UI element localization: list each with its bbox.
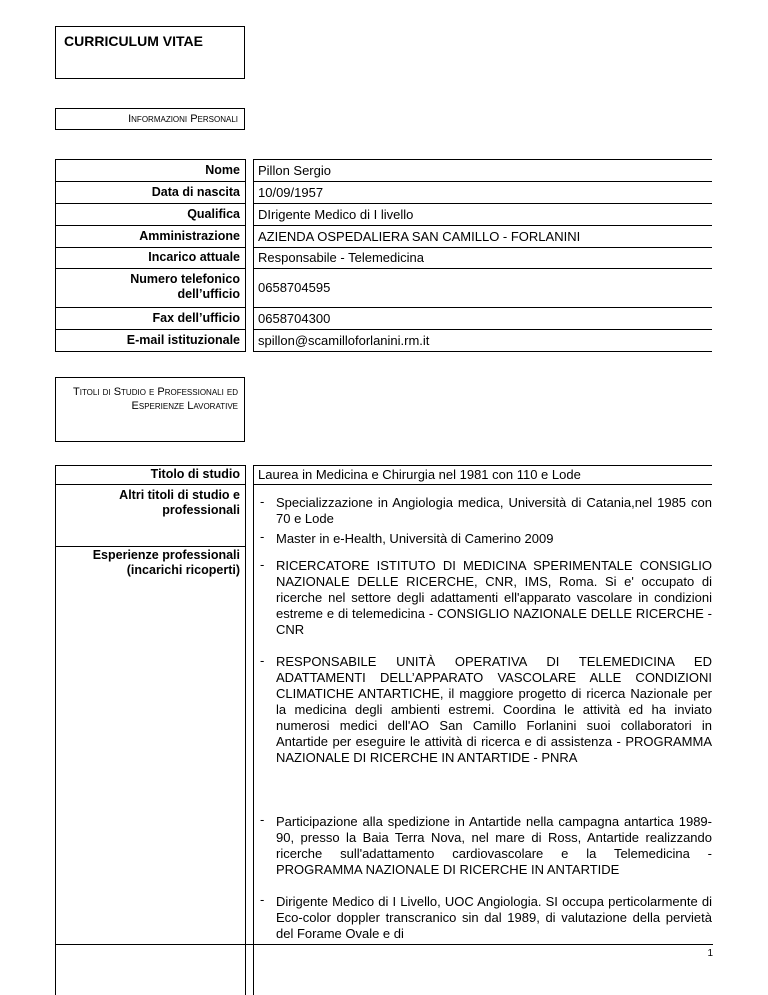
label-email: E-mail istituzionale	[126, 333, 240, 347]
table-border	[55, 159, 245, 160]
esperienza-item-2: RESPONSABILE UNITÀ OPERATIVA DI TELEMEDICINA ED ADATTAMENTI DELL’APPARATO VASCOLARE ALLE CONDIZIONI CLIMATICHE ANTARTICHE, il maggiore progetto di ricerca Nazionale per la medicina degli ambienti estremi. Coordina le attività ed ha inviato numerosi medici dell'AO San Camillo Forlanini suoi collaboratori in Antartide per eseguire le attività di ricerca e di assistenza - PROGRAMMA NAZIONALE DI RICERCHE IN ANTARTIDE - PNRA	[276, 654, 712, 765]
esperienza-item-4: Dirigente Medico di I Livello, UOC Angiologia. SI occupa perticolarmente di Eco-color doppler transcranico sin dal 1989, di valutazione della pervietà del Forame Ovale e di	[276, 894, 712, 941]
section-heading-titoli	[55, 377, 245, 442]
value-qualifica: DIrigente Medico di I livello	[258, 207, 414, 222]
table-border	[253, 465, 712, 466]
table-border	[55, 181, 245, 182]
table-border	[55, 203, 245, 204]
table-border	[55, 351, 245, 352]
value-incarico: Responsabile - Telemedicina	[258, 250, 424, 265]
table-border	[253, 465, 254, 995]
table-border	[55, 465, 245, 466]
table-border	[253, 351, 712, 352]
table-border	[245, 465, 246, 995]
table-border	[55, 307, 245, 308]
value-titolo-studio: Laurea in Medicina e Chirurgia nel 1981 con 110 e Lode	[258, 467, 581, 482]
cv-title: CURRICULUM VITAE	[64, 33, 203, 49]
value-amministrazione: AZIENDA OSPEDALIERA SAN CAMILLO - FORLANINI	[258, 229, 581, 244]
table-border	[253, 329, 712, 330]
page-number: 1	[707, 948, 713, 959]
table-border	[55, 329, 245, 330]
table-border	[55, 465, 56, 995]
label-esperienze: Esperienze professionali (incarichi ricoperti)	[92, 548, 240, 577]
label-titolo-studio: Titolo di studio	[150, 467, 240, 481]
altri-item-1: Specializzazione in Angiologia medica, Università di Catania,nel 1985 con 70 e Lode	[276, 495, 712, 526]
section-heading-titoli-text: Titoli di Studio e Professionali ed Esperienze Lavorative	[73, 386, 238, 412]
table-border	[253, 484, 712, 485]
section-heading-personal	[55, 108, 245, 130]
table-border	[55, 247, 245, 248]
list-dash: -	[260, 892, 265, 907]
esperienza-item-3: Participazione alla spedizione in Antartide nella campagna antartica 1989-90, presso la Baia Terra Nova, nel mare di Ross, Antartide realizzando ricerche sull'adattamento cardiovascolare e la Telemedicina - PROGRAMMA NAZIONALE DI RICERCHE IN ANTARTIDE	[276, 814, 712, 877]
table-border	[253, 268, 712, 269]
table-border	[253, 307, 712, 308]
table-border	[55, 225, 245, 226]
list-dash: -	[260, 529, 265, 544]
list-dash: -	[260, 494, 265, 509]
table-border	[55, 546, 245, 547]
list-dash: -	[260, 812, 265, 827]
value-fax: 0658704300	[258, 311, 331, 326]
label-amministrazione: Amministrazione	[139, 229, 240, 243]
table-border	[55, 268, 245, 269]
label-altri-titoli: Altri titoli di studio e professionali	[119, 488, 240, 517]
table-border	[253, 159, 254, 352]
value-email[interactable]: spillon@scamilloforlanini.rm.it	[258, 333, 430, 348]
label-data-nascita: Data di nascita	[151, 185, 240, 199]
list-dash: -	[260, 653, 265, 668]
label-telefono: Numero telefonico dell’ufficio	[130, 272, 240, 301]
section-heading-personal-text: Informazioni Personali	[128, 113, 238, 125]
cv-title-box	[55, 26, 245, 79]
table-border	[253, 247, 712, 248]
table-border	[253, 181, 712, 182]
value-nome: Pillon Sergio	[258, 163, 331, 178]
table-border	[253, 159, 712, 160]
label-qualifica: Qualifica	[187, 207, 240, 221]
label-fax: Fax dell’ufficio	[152, 311, 240, 325]
table-border	[245, 159, 246, 352]
table-border	[253, 225, 712, 226]
label-nome: Nome	[205, 163, 240, 177]
altri-item-2: Master in e-Health, Università di Camerino 2009	[276, 531, 554, 546]
table-border	[253, 203, 712, 204]
table-border	[55, 484, 245, 485]
footer-rule	[55, 944, 713, 945]
value-telefono: 0658704595	[258, 280, 331, 295]
value-data-nascita: 10/09/1957	[258, 185, 324, 200]
esperienza-item-1: RICERCATORE ISTITUTO DI MEDICINA SPERIMENTALE CONSIGLIO NAZIONALE DELLE RICERCHE, CNR, IMS, Roma. Si e' occupato di ricerche nel settore degli adattamenti ell'apparato vascolare in condizioni estreme e di telemedicina - CONSIGLIO NAZIONALE DELLE RICERCHE - CNR	[276, 558, 712, 637]
label-incarico: Incarico attuale	[148, 250, 240, 264]
list-dash: -	[260, 557, 265, 572]
table-border	[55, 159, 56, 352]
